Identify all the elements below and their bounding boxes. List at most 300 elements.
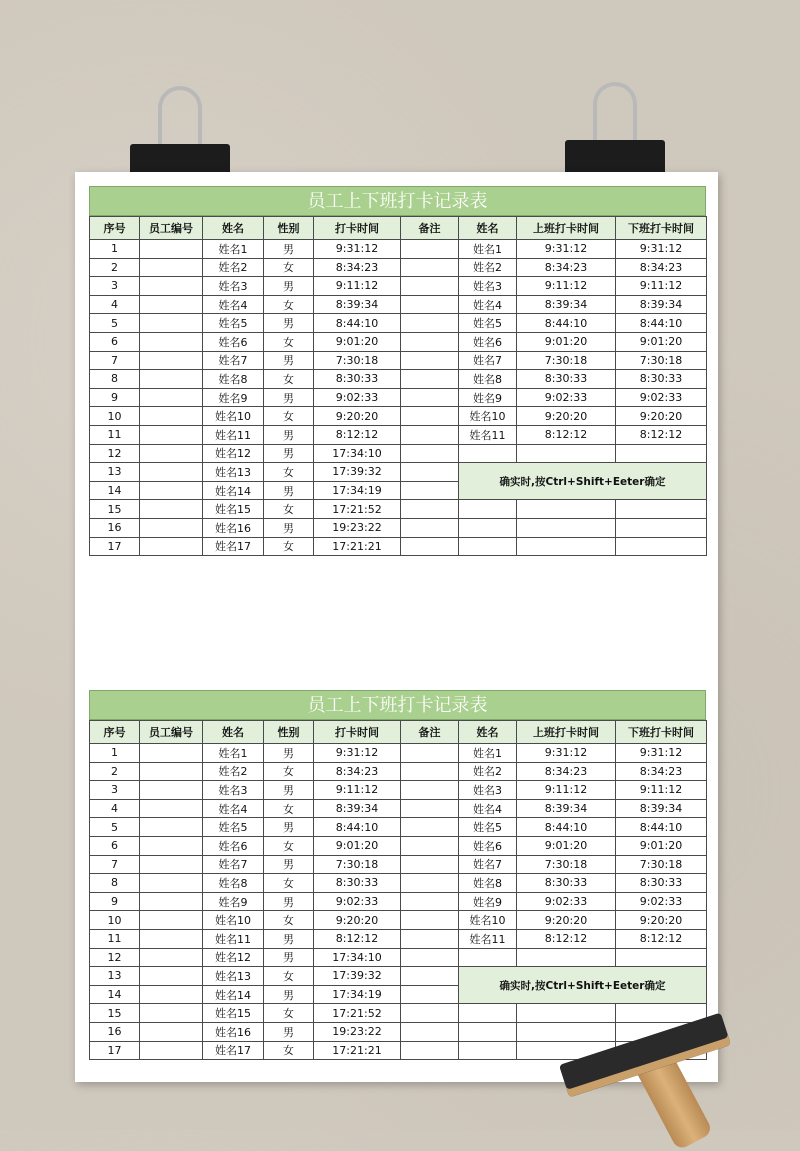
punch-time-cell: 8:34:23 (314, 762, 401, 781)
name-cell: 姓名16 (203, 518, 264, 537)
sex-cell: 女 (264, 874, 314, 893)
remark-cell (401, 444, 459, 463)
clock-in-cell: 8:39:34 (517, 799, 616, 818)
seq-cell: 2 (90, 258, 140, 277)
table-row (90, 500, 707, 519)
name-cell: 姓名2 (203, 258, 264, 277)
table-row (90, 892, 707, 911)
name-cell: 姓名12 (203, 444, 264, 463)
clock-in-cell: 9:02:33 (517, 892, 616, 911)
clock-in-cell (517, 948, 616, 967)
employee-id-cell (140, 929, 203, 948)
table-row (90, 799, 707, 818)
name-cell: 姓名14 (203, 481, 264, 500)
remark-cell (401, 892, 459, 911)
seq-cell: 7 (90, 855, 140, 874)
punch-time-cell: 9:11:12 (314, 277, 401, 296)
clock-out-cell: 8:39:34 (616, 295, 707, 314)
employee-id-cell (140, 855, 203, 874)
name-cell: 姓名17 (203, 1041, 264, 1060)
rubber-stamp (555, 1008, 735, 1130)
name-cell: 姓名1 (203, 744, 264, 763)
seq-cell: 10 (90, 407, 140, 426)
clock-in-cell: 9:31:12 (517, 240, 616, 259)
sheet-title: 员工上下班打卡记录表 (89, 690, 706, 720)
punch-time-cell: 8:44:10 (314, 818, 401, 837)
punch-time-cell: 9:20:20 (314, 407, 401, 426)
punch-time-cell: 7:30:18 (314, 855, 401, 874)
summary-name-cell (459, 1022, 517, 1041)
table-row (90, 463, 707, 482)
column-header: 姓名 (459, 217, 517, 240)
seq-cell: 4 (90, 295, 140, 314)
remark-cell (401, 744, 459, 763)
name-cell: 姓名7 (203, 351, 264, 370)
remark-cell (401, 332, 459, 351)
seq-cell: 5 (90, 314, 140, 333)
clock-in-cell: 8:12:12 (517, 425, 616, 444)
name-cell: 姓名6 (203, 836, 264, 855)
clock-out-cell (616, 444, 707, 463)
column-header: 姓名 (459, 721, 517, 744)
summary-name-cell (459, 500, 517, 519)
sheet-title: 员工上下班打卡记录表 (89, 186, 706, 216)
punch-time-cell: 17:34:10 (314, 948, 401, 967)
seq-cell: 2 (90, 762, 140, 781)
seq-cell: 15 (90, 1004, 140, 1023)
sex-cell: 男 (264, 892, 314, 911)
summary-name-cell: 姓名10 (459, 407, 517, 426)
name-cell: 姓名3 (203, 781, 264, 800)
seq-cell: 6 (90, 332, 140, 351)
clock-in-cell: 7:30:18 (517, 855, 616, 874)
employee-id-cell (140, 1004, 203, 1023)
punch-time-cell: 17:21:52 (314, 1004, 401, 1023)
remark-cell (401, 314, 459, 333)
employee-id-cell (140, 537, 203, 556)
summary-name-cell: 姓名4 (459, 799, 517, 818)
sex-cell: 女 (264, 967, 314, 986)
remark-cell (401, 370, 459, 389)
column-header: 员工编号 (140, 217, 203, 240)
sex-cell: 男 (264, 929, 314, 948)
column-header: 备注 (401, 721, 459, 744)
sex-cell: 女 (264, 537, 314, 556)
clock-out-cell (616, 500, 707, 519)
employee-id-cell (140, 762, 203, 781)
remark-cell (401, 258, 459, 277)
summary-name-cell (459, 1004, 517, 1023)
note-cell: 确实时,按Ctrl+Shift+Eeter确定 (459, 463, 707, 500)
sex-cell: 男 (264, 444, 314, 463)
punch-time-cell: 9:02:33 (314, 892, 401, 911)
name-cell: 姓名3 (203, 277, 264, 296)
remark-cell (401, 855, 459, 874)
clock-out-cell: 8:12:12 (616, 425, 707, 444)
remark-cell (401, 818, 459, 837)
clock-in-cell (517, 500, 616, 519)
sex-cell: 男 (264, 1022, 314, 1041)
sex-cell: 女 (264, 407, 314, 426)
name-cell: 姓名16 (203, 1022, 264, 1041)
sex-cell: 男 (264, 518, 314, 537)
remark-cell (401, 240, 459, 259)
sex-cell: 男 (264, 277, 314, 296)
employee-id-cell (140, 481, 203, 500)
table-row (90, 388, 707, 407)
column-header: 性别 (264, 721, 314, 744)
remark-cell (401, 1041, 459, 1060)
summary-name-cell: 姓名3 (459, 277, 517, 296)
clock-out-cell: 9:11:12 (616, 781, 707, 800)
table-row (90, 781, 707, 800)
sex-cell: 男 (264, 948, 314, 967)
remark-cell (401, 500, 459, 519)
remark-cell (401, 277, 459, 296)
punch-time-cell: 8:39:34 (314, 799, 401, 818)
table-row (90, 762, 707, 781)
table-row (90, 407, 707, 426)
sex-cell: 女 (264, 799, 314, 818)
table-row (90, 855, 707, 874)
column-header: 序号 (90, 721, 140, 744)
table-row (90, 370, 707, 389)
employee-id-cell (140, 874, 203, 893)
seq-cell: 1 (90, 240, 140, 259)
column-header: 姓名 (203, 217, 264, 240)
clock-out-cell: 9:31:12 (616, 240, 707, 259)
seq-cell: 4 (90, 799, 140, 818)
employee-id-cell (140, 500, 203, 519)
clock-out-cell: 8:30:33 (616, 370, 707, 389)
clock-out-cell (616, 518, 707, 537)
remark-cell (401, 463, 459, 482)
employee-id-cell (140, 425, 203, 444)
employee-id-cell (140, 744, 203, 763)
table-row (90, 444, 707, 463)
clock-in-cell: 7:30:18 (517, 351, 616, 370)
table-row (90, 948, 707, 967)
summary-name-cell: 姓名6 (459, 836, 517, 855)
employee-id-cell (140, 295, 203, 314)
column-header: 序号 (90, 217, 140, 240)
sex-cell: 女 (264, 762, 314, 781)
remark-cell (401, 1004, 459, 1023)
employee-id-cell (140, 818, 203, 837)
punch-time-cell: 9:31:12 (314, 744, 401, 763)
punch-time-cell: 9:11:12 (314, 781, 401, 800)
employee-id-cell (140, 444, 203, 463)
clock-out-cell: 9:31:12 (616, 744, 707, 763)
summary-name-cell: 姓名3 (459, 781, 517, 800)
employee-id-cell (140, 370, 203, 389)
clock-out-cell: 9:20:20 (616, 911, 707, 930)
name-cell: 姓名14 (203, 985, 264, 1004)
remark-cell (401, 948, 459, 967)
table-row (90, 818, 707, 837)
sex-cell: 男 (264, 388, 314, 407)
table-row (90, 425, 707, 444)
punch-time-cell: 8:30:33 (314, 874, 401, 893)
name-cell: 姓名13 (203, 463, 264, 482)
clock-in-cell (517, 444, 616, 463)
punch-time-cell: 17:21:21 (314, 537, 401, 556)
name-cell: 姓名2 (203, 762, 264, 781)
table-row (90, 295, 707, 314)
table-row (90, 314, 707, 333)
name-cell: 姓名4 (203, 295, 264, 314)
punch-time-cell: 8:34:23 (314, 258, 401, 277)
remark-cell (401, 295, 459, 314)
clock-out-cell: 8:30:33 (616, 874, 707, 893)
name-cell: 姓名5 (203, 818, 264, 837)
summary-name-cell: 姓名5 (459, 818, 517, 837)
sex-cell: 女 (264, 295, 314, 314)
summary-name-cell (459, 518, 517, 537)
employee-id-cell (140, 911, 203, 930)
clock-in-cell: 8:34:23 (517, 258, 616, 277)
table-row (90, 277, 707, 296)
seq-cell: 12 (90, 444, 140, 463)
clock-out-cell: 8:34:23 (616, 762, 707, 781)
punch-time-cell: 9:31:12 (314, 240, 401, 259)
clock-in-cell: 9:02:33 (517, 388, 616, 407)
clock-in-cell: 8:30:33 (517, 370, 616, 389)
clock-in-cell: 9:01:20 (517, 836, 616, 855)
sex-cell: 男 (264, 351, 314, 370)
summary-name-cell: 姓名10 (459, 911, 517, 930)
column-header: 下班打卡时间 (616, 217, 707, 240)
summary-name-cell: 姓名11 (459, 929, 517, 948)
clock-out-cell: 8:12:12 (616, 929, 707, 948)
summary-name-cell (459, 948, 517, 967)
name-cell: 姓名9 (203, 892, 264, 911)
sex-cell: 男 (264, 240, 314, 259)
seq-cell: 14 (90, 481, 140, 500)
employee-id-cell (140, 948, 203, 967)
table-row (90, 967, 707, 986)
remark-cell (401, 799, 459, 818)
employee-id-cell (140, 781, 203, 800)
table-row (90, 240, 707, 259)
sex-cell: 女 (264, 258, 314, 277)
clock-out-cell: 8:39:34 (616, 799, 707, 818)
punch-time-cell: 19:23:22 (314, 518, 401, 537)
name-cell: 姓名15 (203, 1004, 264, 1023)
sex-cell: 男 (264, 481, 314, 500)
table-row (90, 351, 707, 370)
sex-cell: 男 (264, 314, 314, 333)
clock-in-cell: 8:44:10 (517, 314, 616, 333)
employee-id-cell (140, 463, 203, 482)
attendance-table (89, 216, 707, 556)
table-row (90, 929, 707, 948)
clock-out-cell: 9:02:33 (616, 388, 707, 407)
seq-cell: 14 (90, 985, 140, 1004)
name-cell: 姓名11 (203, 425, 264, 444)
clock-out-cell: 9:02:33 (616, 892, 707, 911)
column-header: 打卡时间 (314, 721, 401, 744)
seq-cell: 13 (90, 967, 140, 986)
seq-cell: 10 (90, 911, 140, 930)
column-header: 备注 (401, 217, 459, 240)
sex-cell: 男 (264, 985, 314, 1004)
header-row (90, 217, 707, 240)
table-row (90, 836, 707, 855)
seq-cell: 15 (90, 500, 140, 519)
summary-name-cell (459, 444, 517, 463)
employee-id-cell (140, 388, 203, 407)
remark-cell (401, 425, 459, 444)
clock-out-cell: 9:11:12 (616, 277, 707, 296)
column-header: 打卡时间 (314, 217, 401, 240)
employee-id-cell (140, 240, 203, 259)
sex-cell: 女 (264, 332, 314, 351)
column-header: 上班打卡时间 (517, 721, 616, 744)
sex-cell: 女 (264, 500, 314, 519)
table-row (90, 258, 707, 277)
sex-cell: 女 (264, 1041, 314, 1060)
clock-out-cell (616, 537, 707, 556)
punch-time-cell: 19:23:22 (314, 1022, 401, 1041)
punch-time-cell: 8:12:12 (314, 425, 401, 444)
summary-name-cell: 姓名2 (459, 762, 517, 781)
summary-name-cell: 姓名7 (459, 855, 517, 874)
summary-name-cell: 姓名4 (459, 295, 517, 314)
summary-name-cell (459, 537, 517, 556)
remark-cell (401, 874, 459, 893)
name-cell: 姓名10 (203, 407, 264, 426)
employee-id-cell (140, 518, 203, 537)
summary-name-cell: 姓名1 (459, 744, 517, 763)
punch-time-cell: 8:12:12 (314, 929, 401, 948)
remark-cell (401, 1022, 459, 1041)
seq-cell: 3 (90, 277, 140, 296)
seq-cell: 8 (90, 370, 140, 389)
name-cell: 姓名9 (203, 388, 264, 407)
name-cell: 姓名7 (203, 855, 264, 874)
remark-cell (401, 351, 459, 370)
remark-cell (401, 518, 459, 537)
name-cell: 姓名13 (203, 967, 264, 986)
clock-out-cell: 8:34:23 (616, 258, 707, 277)
clock-out-cell: 7:30:18 (616, 351, 707, 370)
punch-time-cell: 17:21:21 (314, 1041, 401, 1060)
clock-out-cell (616, 948, 707, 967)
clock-in-cell: 8:34:23 (517, 762, 616, 781)
remark-cell (401, 762, 459, 781)
column-header: 上班打卡时间 (517, 217, 616, 240)
punch-time-cell: 8:44:10 (314, 314, 401, 333)
table-row (90, 332, 707, 351)
table-row (90, 537, 707, 556)
punch-time-cell: 9:20:20 (314, 911, 401, 930)
remark-cell (401, 481, 459, 500)
punch-time-cell: 17:34:19 (314, 481, 401, 500)
sex-cell: 女 (264, 911, 314, 930)
clock-in-cell: 8:30:33 (517, 874, 616, 893)
remark-cell (401, 388, 459, 407)
name-cell: 姓名10 (203, 911, 264, 930)
sex-cell: 男 (264, 781, 314, 800)
sex-cell: 男 (264, 425, 314, 444)
punch-time-cell: 9:01:20 (314, 836, 401, 855)
punch-time-cell: 9:02:33 (314, 388, 401, 407)
name-cell: 姓名6 (203, 332, 264, 351)
seq-cell: 3 (90, 781, 140, 800)
table-row (90, 911, 707, 930)
column-header: 性别 (264, 217, 314, 240)
clock-in-cell (517, 518, 616, 537)
employee-id-cell (140, 258, 203, 277)
punch-time-cell: 17:39:32 (314, 463, 401, 482)
punch-time-cell: 17:39:32 (314, 967, 401, 986)
clock-in-cell: 9:31:12 (517, 744, 616, 763)
employee-id-cell (140, 836, 203, 855)
remark-cell (401, 537, 459, 556)
seq-cell: 6 (90, 836, 140, 855)
table-row (90, 744, 707, 763)
attendance-sheet-2 (89, 690, 706, 1060)
note-cell: 确实时,按Ctrl+Shift+Eeter确定 (459, 967, 707, 1004)
clock-in-cell: 9:11:12 (517, 277, 616, 296)
employee-id-cell (140, 1041, 203, 1060)
summary-name-cell: 姓名9 (459, 892, 517, 911)
attendance-sheet-1 (89, 186, 706, 556)
name-cell: 姓名1 (203, 240, 264, 259)
clock-in-cell: 8:44:10 (517, 818, 616, 837)
sex-cell: 女 (264, 463, 314, 482)
employee-id-cell (140, 799, 203, 818)
summary-name-cell: 姓名1 (459, 240, 517, 259)
clock-in-cell: 9:01:20 (517, 332, 616, 351)
clock-out-cell: 8:44:10 (616, 314, 707, 333)
remark-cell (401, 781, 459, 800)
clock-out-cell: 9:01:20 (616, 836, 707, 855)
remark-cell (401, 929, 459, 948)
summary-name-cell: 姓名6 (459, 332, 517, 351)
employee-id-cell (140, 1022, 203, 1041)
clock-in-cell (517, 537, 616, 556)
column-header: 下班打卡时间 (616, 721, 707, 744)
name-cell: 姓名17 (203, 537, 264, 556)
sex-cell: 男 (264, 855, 314, 874)
seq-cell: 13 (90, 463, 140, 482)
column-header: 姓名 (203, 721, 264, 744)
summary-name-cell: 姓名8 (459, 874, 517, 893)
seq-cell: 17 (90, 1041, 140, 1060)
seq-cell: 16 (90, 1022, 140, 1041)
seq-cell: 12 (90, 948, 140, 967)
punch-time-cell: 17:34:10 (314, 444, 401, 463)
header-row (90, 721, 707, 744)
column-header: 员工编号 (140, 721, 203, 744)
seq-cell: 9 (90, 892, 140, 911)
name-cell: 姓名8 (203, 370, 264, 389)
summary-name-cell: 姓名9 (459, 388, 517, 407)
remark-cell (401, 836, 459, 855)
summary-name-cell: 姓名5 (459, 314, 517, 333)
punch-time-cell: 8:39:34 (314, 295, 401, 314)
remark-cell (401, 911, 459, 930)
seq-cell: 9 (90, 388, 140, 407)
name-cell: 姓名12 (203, 948, 264, 967)
employee-id-cell (140, 277, 203, 296)
name-cell: 姓名8 (203, 874, 264, 893)
clock-in-cell: 8:12:12 (517, 929, 616, 948)
clock-out-cell: 7:30:18 (616, 855, 707, 874)
clock-in-cell: 9:20:20 (517, 911, 616, 930)
